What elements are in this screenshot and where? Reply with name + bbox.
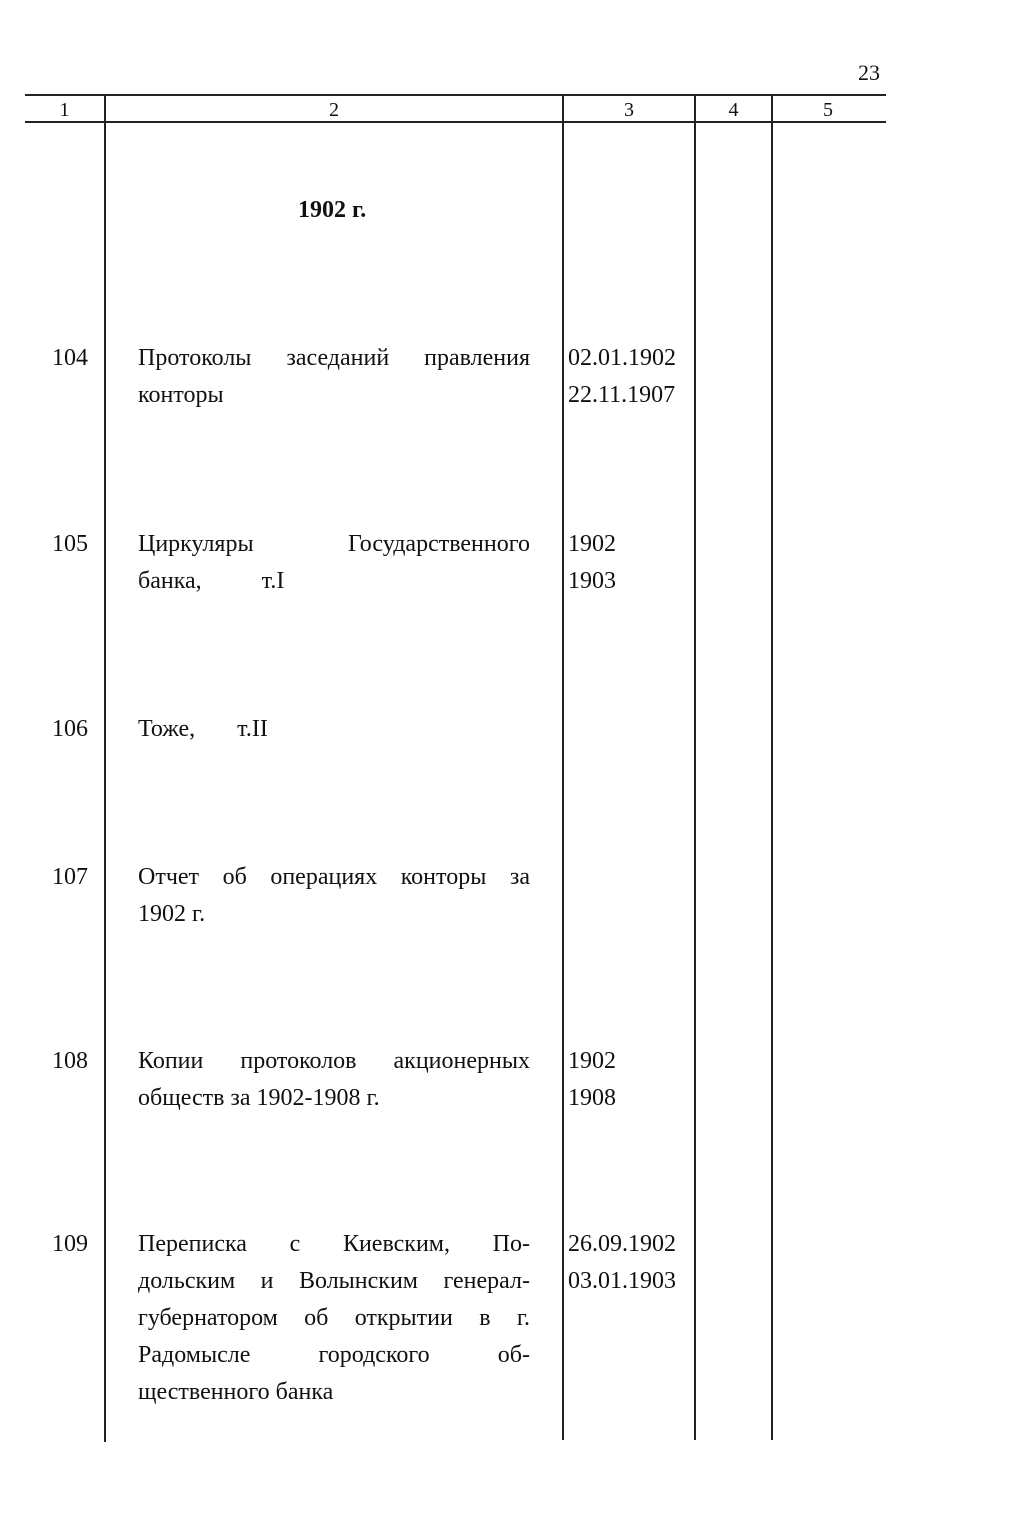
- description-line: обществ за 1902-1908 г.: [138, 1085, 380, 1111]
- date-start: 1902: [568, 1048, 616, 1074]
- column-header-4: 4: [728, 99, 739, 121]
- row-number: 107: [52, 864, 88, 890]
- column-divider: [694, 95, 696, 1440]
- description-line: Протоколы заседаний правления: [138, 345, 530, 371]
- description-line: банка, т.I: [138, 568, 285, 594]
- date-end: 22.11.1907: [568, 382, 676, 408]
- description-line: Отчет об операциях конторы за: [138, 864, 530, 890]
- row-number: 108: [52, 1048, 88, 1074]
- description-line: щественного банка: [138, 1379, 334, 1405]
- row-description: [138, 340, 530, 414]
- column-divider: [104, 95, 106, 1442]
- section-title: 1902 г.: [298, 197, 367, 223]
- date-end: 1908: [568, 1085, 616, 1111]
- description-line: Переписка с Киевским, По-: [138, 1231, 530, 1257]
- description-line: губернатором об открытии в г.: [138, 1305, 530, 1331]
- row-description: [138, 526, 530, 600]
- row-number: 106: [52, 716, 88, 742]
- row-number: 105: [52, 531, 88, 557]
- description-line: Тоже, т.II: [138, 716, 268, 742]
- row-dates: [568, 1043, 616, 1117]
- row-description: [138, 859, 530, 933]
- column-header-5: 5: [823, 99, 833, 121]
- page-number: 23: [858, 60, 880, 85]
- date-end: 1903: [568, 568, 616, 594]
- row-dates: [568, 340, 676, 414]
- column-header-1: 1: [59, 99, 70, 121]
- description-line: Циркуляры Государственного: [138, 531, 530, 557]
- description-line: дольским и Волынским генерал-: [138, 1268, 530, 1294]
- column-divider: [562, 95, 564, 1440]
- description-line: 1902 г.: [138, 901, 206, 927]
- row-description: [138, 1226, 530, 1411]
- date-start: 02.01.1902: [568, 345, 676, 371]
- row-description: [138, 711, 530, 748]
- column-header-2: 2: [329, 99, 339, 121]
- column-divider: [771, 95, 773, 1440]
- row-number: 104: [52, 345, 88, 371]
- row-number: 109: [52, 1231, 88, 1257]
- date-start: 1902: [568, 531, 616, 557]
- description-line: Копии протоколов акционерных: [138, 1048, 530, 1074]
- date-start: 26.09.1902: [568, 1231, 676, 1257]
- column-header-3: 3: [624, 99, 634, 121]
- row-dates: [568, 1226, 676, 1300]
- row-description: [138, 1043, 530, 1117]
- description-line: конторы: [138, 382, 224, 408]
- row-dates: [568, 526, 616, 600]
- description-line: Радомысле городского об-: [138, 1342, 530, 1368]
- date-end: 03.01.1903: [568, 1268, 676, 1294]
- table-top-rule: [25, 94, 886, 96]
